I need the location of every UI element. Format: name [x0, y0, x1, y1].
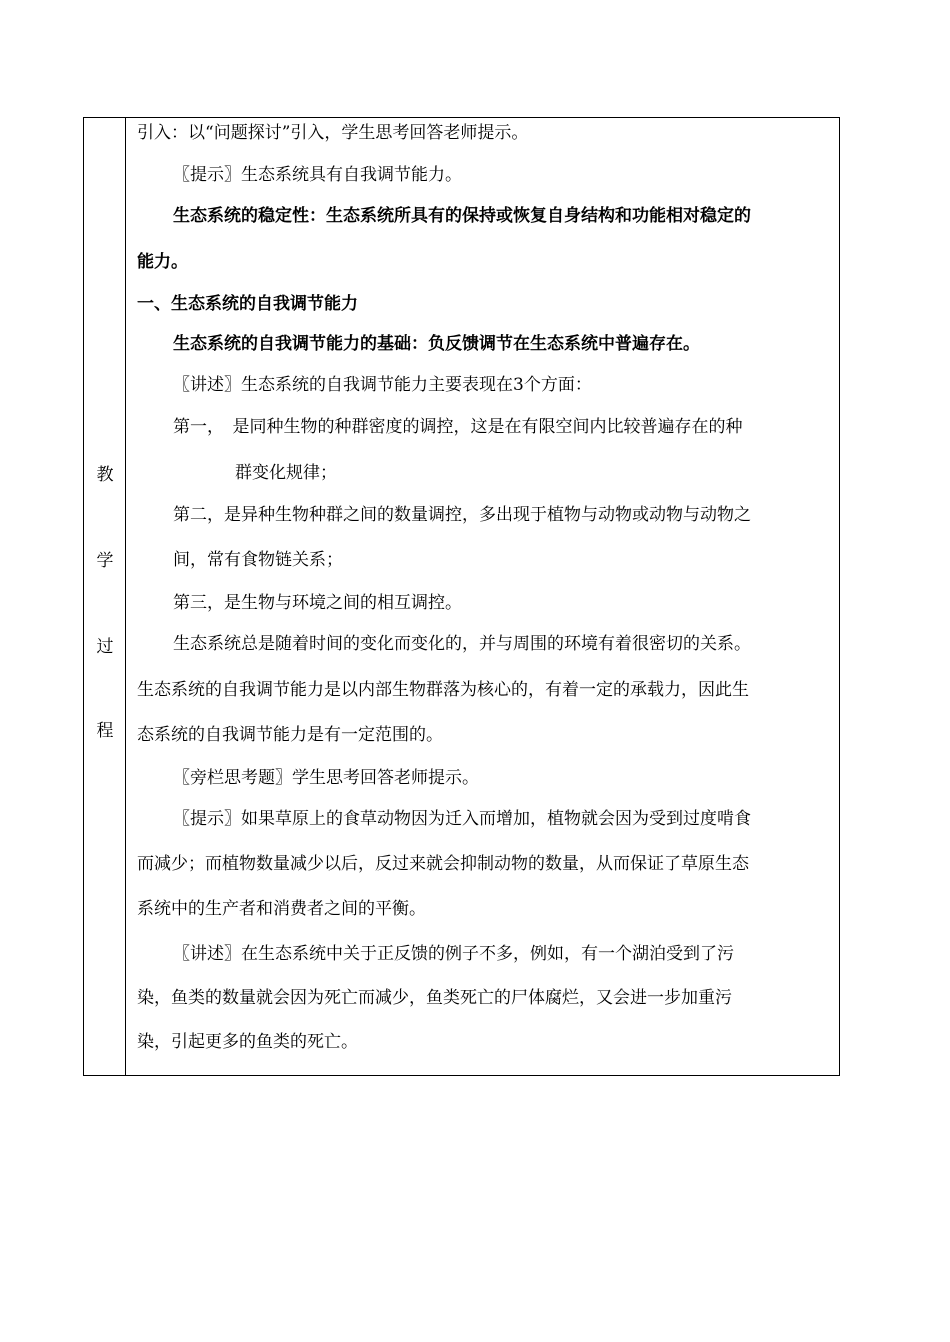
content-column	[127, 118, 839, 1075]
hint-line: 〖提示〗生态系统具有自我调节能力。	[173, 165, 462, 185]
heading-line: 一、生态系统的自我调节能力	[137, 294, 358, 314]
section-label-char: 学	[96, 551, 114, 571]
section-label-column	[84, 118, 126, 1075]
lecture-line: 〖讲述〗在生态系统中关于正反馈的例子不多，例如，有一个湖泊受到了污	[173, 944, 734, 964]
sidebar-question-line: 〖旁栏思考题〗学生思考回答老师提示。	[173, 768, 479, 788]
basis-line: 生态系统的自我调节能力的基础：负反馈调节在生态系统中普遍存在。	[173, 334, 700, 354]
paragraph-line: 生态系统的自我调节能力是以内部生物群落为核心的，有着一定的承载力，因此生	[137, 680, 749, 700]
point-line: 第一， 是同种生物的种群密度的调控，这是在有限空间内比较普遍存在的种	[173, 417, 743, 437]
section-label-char: 过	[96, 637, 114, 657]
definition-line: 能力。	[137, 252, 188, 272]
paragraph-line: 态系统的自我调节能力是有一定范围的。	[137, 725, 443, 745]
point-line: 间，常有食物链关系；	[173, 550, 343, 570]
point-line: 第二，是异种生物种群之间的数量调控，多出现于植物与动物或动物与动物之	[173, 505, 751, 525]
point-line: 群变化规律；	[235, 463, 337, 483]
lecture-line: 染，引起更多的鱼类的死亡。	[137, 1032, 358, 1052]
hint-line: 〖提示〗如果草原上的食草动物因为迁入而增加，植物就会因为受到过度啃食	[173, 809, 751, 829]
section-label-char: 程	[96, 721, 114, 741]
definition-line: 生态系统的稳定性：生态系统所具有的保持或恢复自身结构和功能相对稳定的	[173, 206, 751, 226]
intro-line: 引入：以“问题探讨”引入，学生思考回答老师提示。	[137, 123, 529, 143]
paragraph-line: 生态系统总是随着时间的变化而变化的，并与周围的环境有着很密切的关系。	[173, 634, 751, 654]
hint-line: 而减少；而植物数量减少以后，反过来就会抑制动物的数量，从而保证了草原生态	[137, 854, 749, 874]
point-line: 第三，是生物与环境之间的相互调控。	[173, 593, 462, 613]
hint-line: 系统中的生产者和消费者之间的平衡。	[137, 899, 426, 919]
section-label-char: 教	[96, 465, 114, 485]
lesson-table	[83, 117, 840, 1076]
lecture-line: 染，鱼类的数量就会因为死亡而减少，鱼类死亡的尸体腐烂，又会进一步加重污	[137, 988, 732, 1008]
lecture-line: 〖讲述〗生态系统的自我调节能力主要表现在3个方面：	[173, 375, 592, 395]
